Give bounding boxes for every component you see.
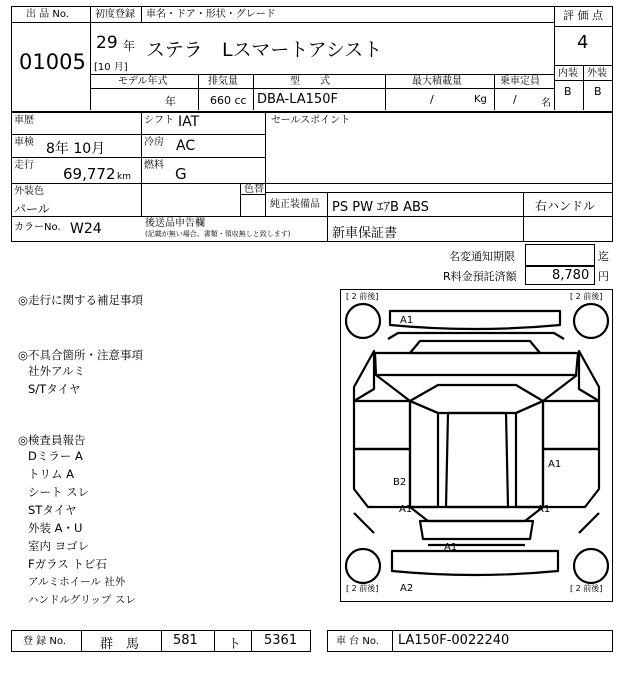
warranty-value: 新車保証書 (332, 226, 398, 241)
first-reg-month: [10 月] (94, 62, 128, 73)
model-year-value: 年 (165, 95, 176, 108)
mark-right-side: A1 (548, 459, 562, 470)
lot-no-label: 出 品 No. (26, 9, 69, 20)
recolor-label: 色替 (244, 184, 264, 195)
reg-no-label: 登 録 No. (23, 636, 66, 647)
inspector-title: ◎検査員報告 (18, 433, 86, 447)
reg-kana: ト (228, 637, 242, 652)
inspector-item: アルミホイール 社外 (28, 576, 126, 588)
displacement-value: 660 cc (210, 94, 247, 107)
inspector-item: 外装 A・U (28, 521, 83, 535)
capacity-unit: 名 (541, 98, 551, 109)
defect-item: S/Tタイヤ (28, 382, 81, 396)
recycle-unit: 円 (598, 270, 609, 283)
equipment-label: 純正装備品 (270, 199, 320, 210)
ac-value: AC (176, 138, 196, 154)
wheel-front-right-icon (574, 304, 608, 338)
first-reg-year: 29 (96, 33, 118, 53)
mileage-unit: km (117, 172, 131, 182)
docs-label: 後送品申告欄 (145, 218, 205, 229)
mark-right-rear-door: A1 (537, 504, 551, 515)
rear-right-tag: [ 2 前後] (570, 584, 603, 593)
name-change-label: 名変通知期限 (449, 250, 515, 263)
reg-number: 5361 (264, 633, 298, 648)
recycle-value: 8,780 (552, 268, 590, 283)
score-label: 評 価 点 (563, 9, 603, 22)
chassis-label: 車 台 No. (336, 636, 379, 647)
sales-point-label: セールスポイント (271, 115, 351, 126)
ext-color-label: 外装色 (14, 186, 44, 197)
rear-bumper-shape (392, 551, 558, 575)
fuel-value: G (175, 165, 187, 183)
score: 4 (577, 32, 589, 53)
fuel-label: 燃料 (144, 160, 164, 171)
history-label: 車歴 (14, 115, 34, 126)
mark-rear-bumper: A2 (400, 583, 414, 594)
car-diagram (340, 289, 613, 602)
name-change-box (525, 244, 595, 266)
shift-label: シフト (144, 115, 174, 126)
mark-left-quarter: B2 (393, 477, 407, 488)
displacement-label: 排気量 (208, 76, 238, 87)
inspector-item: STタイヤ (28, 503, 77, 517)
inspector-item: トリム A (28, 467, 75, 481)
grade: Lスマートアシスト (222, 39, 383, 61)
chassis-value: LA150F-0022240 (398, 633, 510, 648)
model-value: DBA-LA150F (257, 92, 338, 107)
docs-note: (記載が無い場合、書類・領収無しと致します) (145, 230, 291, 238)
mileage-label: 走行 (14, 160, 34, 171)
name-change-unit: 迄 (598, 250, 609, 263)
inspection-label: 車検 (14, 137, 34, 148)
reg-class: 581 (173, 633, 198, 648)
interior-label: 内装 (558, 68, 578, 79)
exterior-grade: B (594, 85, 602, 98)
inspector-item: ハンドルグリップ スレ (28, 594, 136, 606)
car-name: ステラ (146, 39, 203, 61)
capacity-value: / (513, 93, 517, 106)
wheel-rear-left-icon (346, 549, 380, 583)
interior-grade: B (564, 85, 572, 98)
mileage-value: 69,772 (63, 165, 116, 183)
equipment-value: PS PW ｴｱB ABS (332, 200, 429, 215)
defects-title: ◎不具合箇所・注意事項 (18, 348, 144, 362)
driving-title: ◎走行に関する補足事項 (18, 293, 144, 307)
defect-item: 社外アルミ (28, 364, 86, 378)
shift-value: IAT (178, 114, 200, 130)
steering-value: 右ハンドル (535, 199, 596, 213)
wheel-front-left-icon (346, 304, 380, 338)
color-no-label: カラーNo. (14, 222, 61, 233)
inspector-item: Fガラス トビ石 (28, 557, 107, 571)
exterior-label: 外装 (587, 68, 607, 79)
rear-left-tag: [ 2 前後] (346, 584, 379, 593)
capacity-label: 乗車定員 (500, 76, 540, 87)
wheel-rear-right-icon (574, 549, 608, 583)
roof-shape (446, 413, 508, 507)
mark-rear-glass: A1 (444, 542, 458, 553)
color-no-value: W24 (70, 221, 102, 237)
reg-region: 群 馬 (100, 637, 140, 652)
year-unit: 年 (123, 39, 136, 53)
inspector-item: シート スレ (28, 485, 90, 499)
max-load-label: 最大積載量 (412, 76, 462, 87)
front-left-tag: [ 2 前後] (346, 292, 379, 301)
front-right-tag: [ 2 前後] (570, 292, 603, 301)
lot-no: 01005 (19, 50, 86, 74)
front-bumper-shape (390, 311, 560, 329)
model-label: 型 式 (290, 76, 330, 87)
name-label: 車名・ドア・形状・グレード (146, 9, 276, 20)
mark-left-rear-door: A1 (399, 504, 413, 515)
max-load-unit: Kg (474, 94, 487, 105)
max-load-value: / (430, 93, 434, 106)
ext-color-value: パール (14, 202, 50, 216)
recycle-label: R料金預託済額 (443, 270, 517, 283)
ac-label: 冷房 (144, 137, 164, 148)
inspector-item: 室内 ヨゴレ (28, 539, 90, 553)
inspector-item: Dミラー A (28, 449, 83, 463)
mark-front-bumper: A1 (400, 315, 414, 326)
model-year-label: モデル年式 (118, 76, 168, 87)
first-reg-label: 初度登録 (95, 9, 135, 20)
inspection-value: 8年 10月 (46, 141, 106, 157)
